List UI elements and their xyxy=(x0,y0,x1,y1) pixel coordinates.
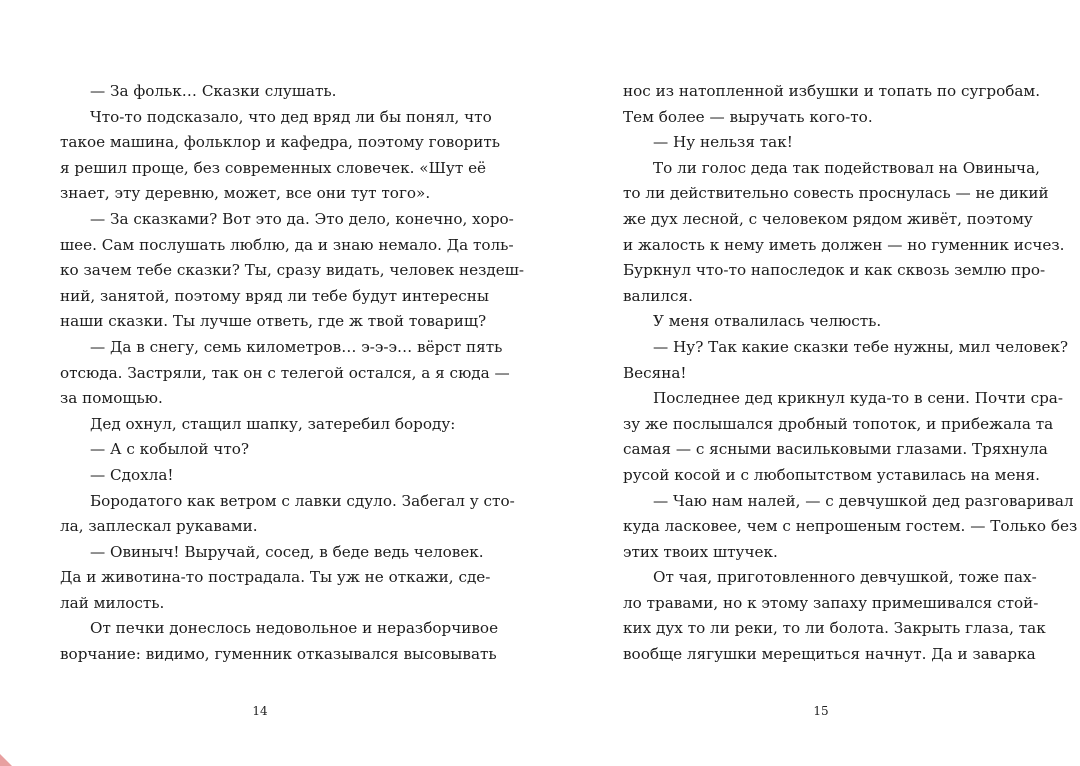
right-page xyxy=(623,79,1078,668)
text-line: куда ласковее, чем с непрошеным гостем. — Только без xyxy=(623,517,1078,536)
text-line: От чая, приготовленного девчушкой, тоже пах- xyxy=(653,568,1037,587)
text-line: То ли голос деда так подействовал на Овиныча, xyxy=(653,158,1040,177)
text-line: ких дух то ли реки, то ли болота. Закрыть глаза, так xyxy=(623,619,1046,638)
text-line: Весяна! xyxy=(623,363,687,382)
text-line: Буркнул что-то напоследок и как сквозь землю про- xyxy=(623,261,1046,280)
text-line: — Да в снегу, семь километров… э-э-э… вёрст пять xyxy=(90,337,503,356)
text-line: вообще лягушки мерещиться начнут. Да и заварка xyxy=(623,645,1036,664)
text-line: Тем более — выручать кого-то. xyxy=(623,107,873,126)
corner-mark xyxy=(0,754,12,766)
text-line: за помощью. xyxy=(60,389,163,408)
text-line: Последнее дед крикнул куда-то в сени. Почти сра- xyxy=(653,389,1063,408)
text-line: лай милость. xyxy=(60,593,165,612)
text-line: ло травами, но к этому запаху примешивался стой- xyxy=(623,593,1039,612)
text-line: Дед охнул, стащил шапку, затеребил бороду: xyxy=(90,414,456,433)
text-line: шее. Сам послушать люблю, да и знаю немало. Да толь- xyxy=(60,235,514,254)
text-line: самая — с ясными васильковыми глазами. Тряхнула xyxy=(623,440,1048,459)
text-line: ла, заплескал рукавами. xyxy=(60,517,258,536)
text-line: такое машина, фольклор и кафедра, поэтому говорить xyxy=(60,133,500,152)
text-line: валился. xyxy=(623,286,693,305)
text-line: — Ну нельзя так! xyxy=(653,133,793,152)
text-line: зу же послышался дробный топоток, и прибежала та xyxy=(623,414,1054,433)
text-line: — Ну? Так какие сказки тебе нужны, мил человек? xyxy=(653,337,1069,356)
text-line: — За сказками? Вот это да. Это дело, конечно, хоро- xyxy=(90,209,514,228)
text-line: ко зачем тебе сказки? Ты, сразу видать, человек нездеш- xyxy=(60,261,525,280)
text-line: ворчание: видимо, гуменник отказывался высовывать xyxy=(60,645,497,664)
text-line: Бородатого как ветром с лавки сдуло. Забегал у сто- xyxy=(90,491,515,510)
text-line: наши сказки. Ты лучше ответь, где ж твой товарищ? xyxy=(60,312,487,331)
text-line: Да и животина-то пострадала. Ты уж не откажи, сде- xyxy=(60,568,491,587)
text-line: ний, занятой, поэтому вряд ли тебе будут интересны xyxy=(60,286,489,305)
text-line: этих твоих штучек. xyxy=(623,542,778,561)
text-line: Что-то подсказало, что дед вряд ли бы понял, что xyxy=(90,107,492,126)
text-line: — За фольк… Сказки слушать. xyxy=(90,82,337,100)
text-line: — А с кобылой что? xyxy=(90,440,250,459)
text-line: — Овиныч! Выручай, сосед, в беде ведь человек. xyxy=(90,542,484,561)
page-number-left: 14 xyxy=(252,704,268,718)
text-line: — Чаю нам налей, — с девчушкой дед разговаривал xyxy=(653,491,1074,510)
page-number-right: 15 xyxy=(813,704,829,718)
text-line: и жалость к нему иметь должен — но гуменник исчез. xyxy=(623,235,1065,254)
text-line: — Сдохла! xyxy=(90,465,174,484)
left-page xyxy=(60,79,525,668)
text-line: У меня отвалилась челюсть. xyxy=(653,312,882,331)
text-line: я решил проще, без современных словечек. «Шут её xyxy=(60,158,487,177)
text-line: русой косой и с любопытством уставилась на меня. xyxy=(623,465,1041,484)
text-line: знает, эту деревню, может, все они тут того». xyxy=(60,184,431,203)
text-line: нос из натопленной избушки и топать по сугробам. xyxy=(623,82,1041,100)
text-line: то ли действительно совесть проснулась — не дикий xyxy=(623,184,1049,203)
text-line: отсюда. Застряли, так он с телегой остался, а я сюда — xyxy=(60,363,510,382)
text-line: От печки донеслось недовольное и неразборчивое xyxy=(90,619,499,638)
text-line: же дух лесной, с человеком рядом живёт, поэтому xyxy=(623,209,1033,228)
